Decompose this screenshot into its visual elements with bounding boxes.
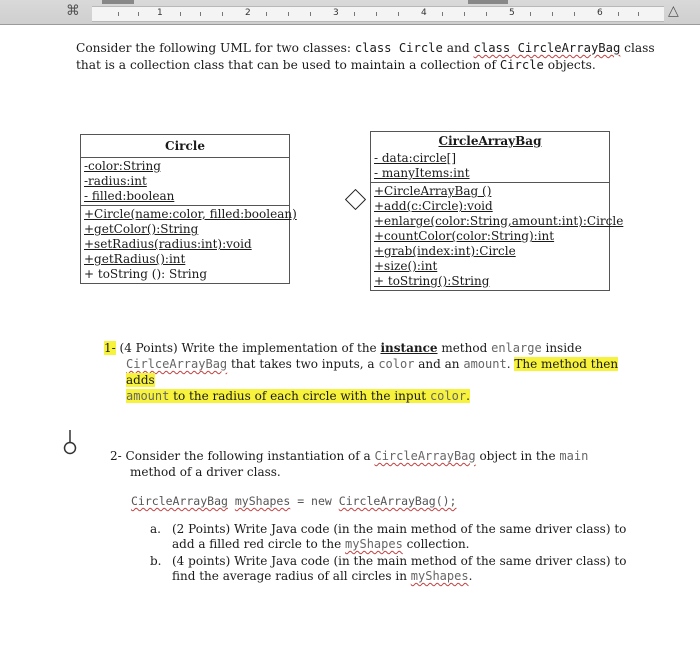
uml-attribute: - data:circle[] — [374, 151, 457, 165]
ruler — [0, 0, 700, 25]
instantiation-code: CircleArrayBag myShapes = new CircleArrayBag(); — [131, 494, 457, 508]
ruler-number: 6 — [597, 8, 603, 18]
uml-methods — [371, 183, 624, 290]
ruler-number: 4 — [421, 8, 427, 18]
uml-attribute: -color:String — [84, 159, 161, 173]
uml-method: +getColor():String — [84, 222, 199, 236]
ruler-number: 5 — [509, 8, 515, 18]
uml-attribute: - manyItems:int — [374, 166, 470, 180]
uml-class-name: CircleArrayBag — [438, 134, 542, 148]
uml-attribute: -radius:int — [84, 174, 147, 188]
question-number: 1- — [104, 341, 116, 355]
ruler-clip — [468, 0, 508, 4]
uml-circle-class — [80, 134, 297, 284]
uml-method: + toString (): String — [84, 267, 208, 281]
question-1: 1- (4 Points) Write the implementation of the instance method enlarge inside CirlceArrayBag that takes two inputs, a color and an amount. The method then adds amount to the radius of each circle with the input color. — [104, 341, 619, 403]
uml-class-name: Circle — [81, 135, 289, 158]
uml-method: + toString():String — [374, 274, 490, 288]
right-indent-marker-icon[interactable]: △ — [668, 3, 679, 19]
indent-marker-icon[interactable]: ⌘ — [66, 3, 80, 19]
uml-method: +setRadius(radius:int):void — [84, 237, 252, 251]
ruler-number: 3 — [333, 8, 339, 18]
ruler-number: 2 — [245, 8, 251, 18]
question-number: 2- — [110, 449, 122, 463]
uml-method: +CircleArrayBag () — [374, 184, 492, 198]
question-2b: b. (4 points) Write Java code (in the main method of the same driver class) to find the average radius of all circles in myShapes. — [150, 554, 627, 583]
uml-circlearraybag-class — [370, 131, 624, 291]
ruler-clip — [102, 0, 134, 4]
uml-method: +grab(index:int):Circle — [374, 244, 516, 258]
uml-method: +getRadius():int — [84, 252, 186, 266]
uml-methods — [81, 206, 297, 283]
bullet-marker-icon — [60, 428, 80, 458]
uml-method: +add(c:Circle):void — [374, 199, 493, 213]
ruler-number: 1 — [157, 8, 163, 18]
uml-attributes — [81, 158, 289, 206]
uml-method: +countColor(color:String):int — [374, 229, 555, 243]
aggregation-diamond-icon — [345, 189, 366, 210]
uml-attribute: - filled:boolean — [84, 189, 175, 203]
uml-attributes — [371, 150, 609, 183]
ruler-bar — [92, 6, 664, 22]
intro-paragraph: Consider the following UML for two classes: class Circle and class CircleArrayBag class that is a collection class that can be used to maintain a collection of Circle objects. — [76, 41, 655, 72]
uml-method: +enlarge(color:String,amount:int):Circle — [374, 214, 624, 228]
question-2: 2- Consider the following instantiation of a CircleArrayBag object in the main method of a driver class. — [110, 449, 589, 479]
question-2a: a. (2 Points) Write Java code (in the main method of the same driver class) to add a filled red circle to the myShapes collection. — [150, 522, 627, 551]
uml-method: +Circle(name:color, filled:boolean) — [84, 207, 297, 221]
uml-method: +size():int — [374, 259, 438, 273]
